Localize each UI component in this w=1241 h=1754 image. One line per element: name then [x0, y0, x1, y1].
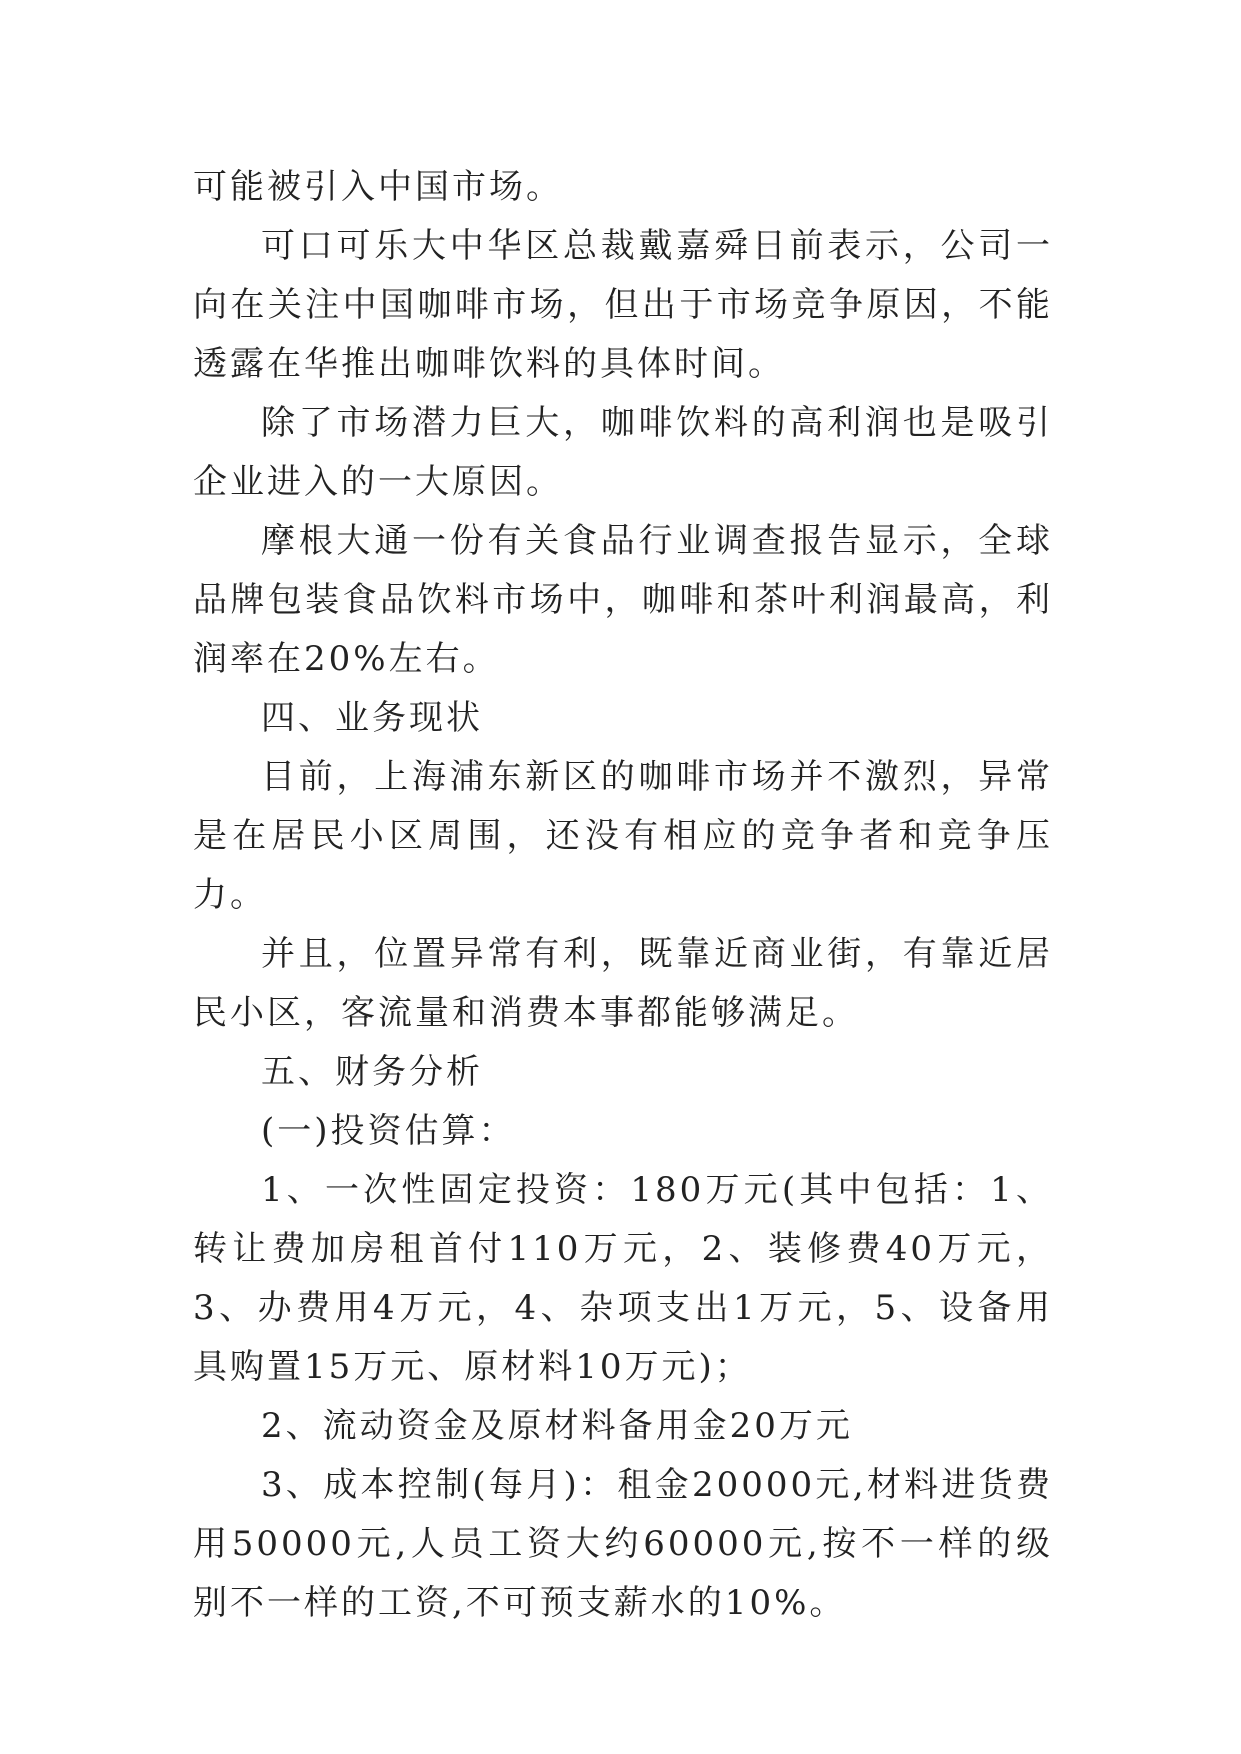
paragraph: 可能被引入中国市场。: [193, 167, 563, 207]
list-item: 3、成本控制(每月)：租金20000元,材料进货费用50000元,人员工资大约60000元,按不一样的级别不一样的工资,不可预支薪水的10%。: [193, 1465, 1053, 1623]
section-heading: 四、业务现状: [261, 698, 483, 738]
paragraph: 摩根大通一份有关食品行业调查报告显示，全球品牌包装食品饮料市场中，咖啡和茶叶利润最高，利润率在20%左右。: [193, 521, 1053, 679]
paragraph: 目前，上海浦东新区的咖啡市场并不激烈，异常是在居民小区周围，还没有相应的竞争者和竞争压力。: [193, 757, 1053, 915]
list-item: 1、一次性固定投资：180万元(其中包括：1、转让费加房租首付110万元，2、装修费40万元，3、办费用4万元，4、杂项支出1万元，5、设备用具购置15万元、原材料10万元)；: [193, 1170, 1053, 1387]
body-text: [193, 158, 1053, 1633]
paragraph: 可口可乐大中华区总裁戴嘉舜日前表示，公司一向在关注中国咖啡市场，但出于市场竞争原因，不能透露在华推出咖啡饮料的具体时间。: [193, 226, 1053, 384]
list-item: 2、流动资金及原材料备用金20万元: [261, 1406, 853, 1446]
subsection-heading: (一)投资估算：: [261, 1111, 516, 1151]
paragraph: 并且，位置异常有利，既靠近商业街，有靠近居民小区，客流量和消费本事都能够满足。: [193, 934, 1053, 1033]
paragraph: 除了市场潜力巨大，咖啡饮料的高利润也是吸引企业进入的一大原因。: [193, 403, 1053, 502]
section-heading: 五、财务分析: [261, 1052, 483, 1092]
